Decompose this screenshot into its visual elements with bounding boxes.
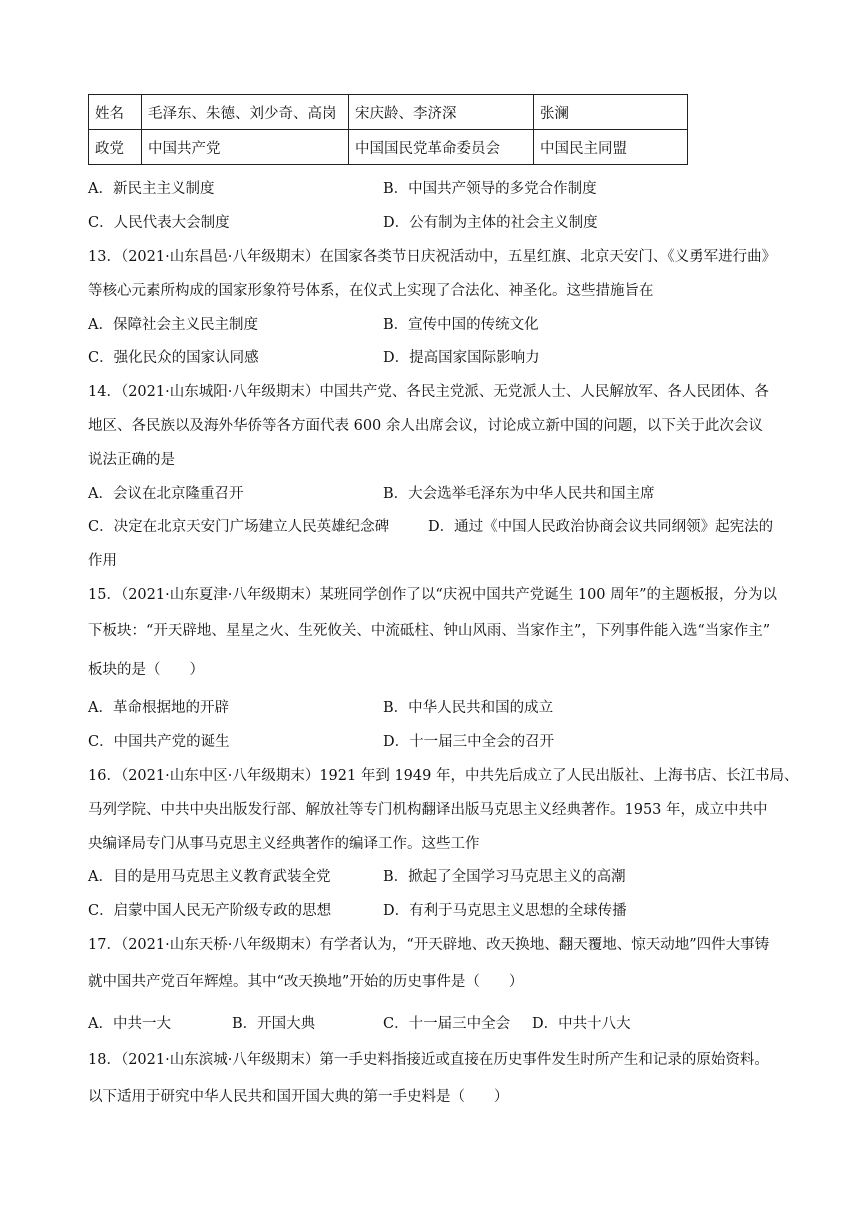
table-cell: 张澜 — [534, 95, 688, 130]
q18-text-line: 以下适用于研究中华人民共和国开国大典的第一手史料是（ ） — [88, 1089, 509, 1105]
q15-option-c: C．中国共产党的诞生 — [88, 734, 230, 750]
q16-text-line: 16．（2021·山东中区·八年级期末）1921 年到 1949 年，中共先后成立了人民出版社、上海书店、长江书局、 — [88, 768, 799, 784]
q12-option-a: A．新民主主义制度 — [88, 181, 215, 197]
table-cell: 宋庆龄、李济深 — [349, 95, 534, 130]
table-cell: 政党 — [89, 130, 142, 165]
q16-option-b: B．掀起了全国学习马克思主义的高潮 — [383, 869, 626, 885]
q14-option-d-tail: 作用 — [88, 553, 117, 569]
q13-option-d: D．提高国家国际影响力 — [383, 350, 540, 366]
q14-text-line: 14．（2021·山东城阳·八年级期末）中国共产党、各民主党派、无党派人士、人民解放军、各人民团体、各 — [88, 384, 769, 400]
q16-option-d: D．有利于马克思主义思想的全球传播 — [383, 903, 627, 919]
q16-option-a: A．目的是用马克思主义教育武装全党 — [88, 869, 331, 885]
q17-option-c: C．十一届三中全会 — [383, 1016, 511, 1032]
party-table — [88, 94, 688, 165]
q16-text-line: 马列学院、中共中央出版发行部、解放社等专门机构翻译出版马克思主义经典著作。1953 年，成立中共中 — [88, 802, 768, 818]
q12-option-d: D．公有制为主体的社会主义制度 — [383, 215, 598, 231]
q15-option-d: D．十一届三中全会的召开 — [383, 734, 555, 750]
q15-text-line: 板块的是（ ） — [88, 662, 204, 678]
q13-text-line: 13．（2021·山东昌邑·八年级期末）在国家各类节日庆祝活动中，五星红旗、北京天安门、《义勇军进行曲》 — [88, 249, 777, 265]
q13-option-b: B．宣传中国的传统文化 — [383, 317, 539, 333]
q12-option-b: B．中国共产领导的多党合作制度 — [383, 181, 597, 197]
q14-option-b: B．大会选举毛泽东为中华人民共和国主席 — [383, 486, 655, 502]
table-cell: 中国国民党革命委员会 — [349, 130, 534, 165]
table-cell: 中国共产党 — [142, 130, 349, 165]
q16-option-c: C．启蒙中国人民无产阶级专政的思想 — [88, 903, 332, 919]
q14-text-line: 说法正确的是 — [88, 452, 175, 468]
q14-text-line: 地区、各民族以及海外华侨等各方面代表 600 余人出席会议，讨论成立新中国的问题，以下关于此次会议 — [88, 418, 763, 434]
q14-option-a: A．会议在北京隆重召开 — [88, 486, 244, 502]
q17-option-a: A．中共一大 — [88, 1016, 171, 1032]
table-cell: 毛泽东、朱德、刘少奇、高岗 — [142, 95, 349, 130]
q13-option-c: C．强化民众的国家认同感 — [88, 350, 259, 366]
q13-text-line: 等核心元素所构成的国家形象符号体系，在仪式上实现了合法化、神圣化。这些措施旨在 — [88, 283, 654, 299]
q15-option-a: A．革命根据地的开辟 — [88, 700, 229, 716]
table-row — [89, 95, 688, 130]
q17-text-line: 17．（2021·山东天桥·八年级期末）有学者认为，“开天辟地、改天换地、翻天覆地、惊天动地”四件大事铸 — [88, 937, 770, 953]
q12-option-c: C．人民代表大会制度 — [88, 215, 230, 231]
q15-text-line: 15．（2021·山东夏津·八年级期末）某班同学创作了以“庆祝中国共产党诞生 100 周年”的主题板报，分为以 — [88, 587, 778, 603]
q14-option-c: C．决定在北京天安门广场建立人民英雄纪念碑 — [88, 519, 390, 535]
table-cell: 中国民主同盟 — [534, 130, 688, 165]
q15-text-line: 下板块：“开天辟地、星星之火、生死攸关、中流砥柱、钟山风雨、当家作主”，下列事件能入选“当家作主” — [88, 623, 771, 639]
table-cell: 姓名 — [89, 95, 142, 130]
q17-option-d: D．中共十八大 — [532, 1016, 631, 1032]
q18-text-line: 18．（2021·山东滨城·八年级期末）第一手史料指接近或直接在历史事件发生时所产生和记录的原始资料。 — [88, 1052, 769, 1068]
q17-option-b: B．开国大典 — [232, 1016, 316, 1032]
q14-option-d: D．通过《中国人民政治协商会议共同纲领》起宪法的 — [428, 519, 774, 535]
q15-option-b: B．中华人民共和国的成立 — [383, 700, 554, 716]
q16-text-line: 央编译局专门从事马克思主义经典著作的编译工作。这些工作 — [88, 836, 480, 852]
q17-text-line: 就中国共产党百年辉煌。其中“改天换地”开始的历史事件是（ ） — [88, 974, 524, 990]
table-row — [89, 130, 688, 165]
q13-option-a: A．保障社会主义民主制度 — [88, 317, 258, 333]
